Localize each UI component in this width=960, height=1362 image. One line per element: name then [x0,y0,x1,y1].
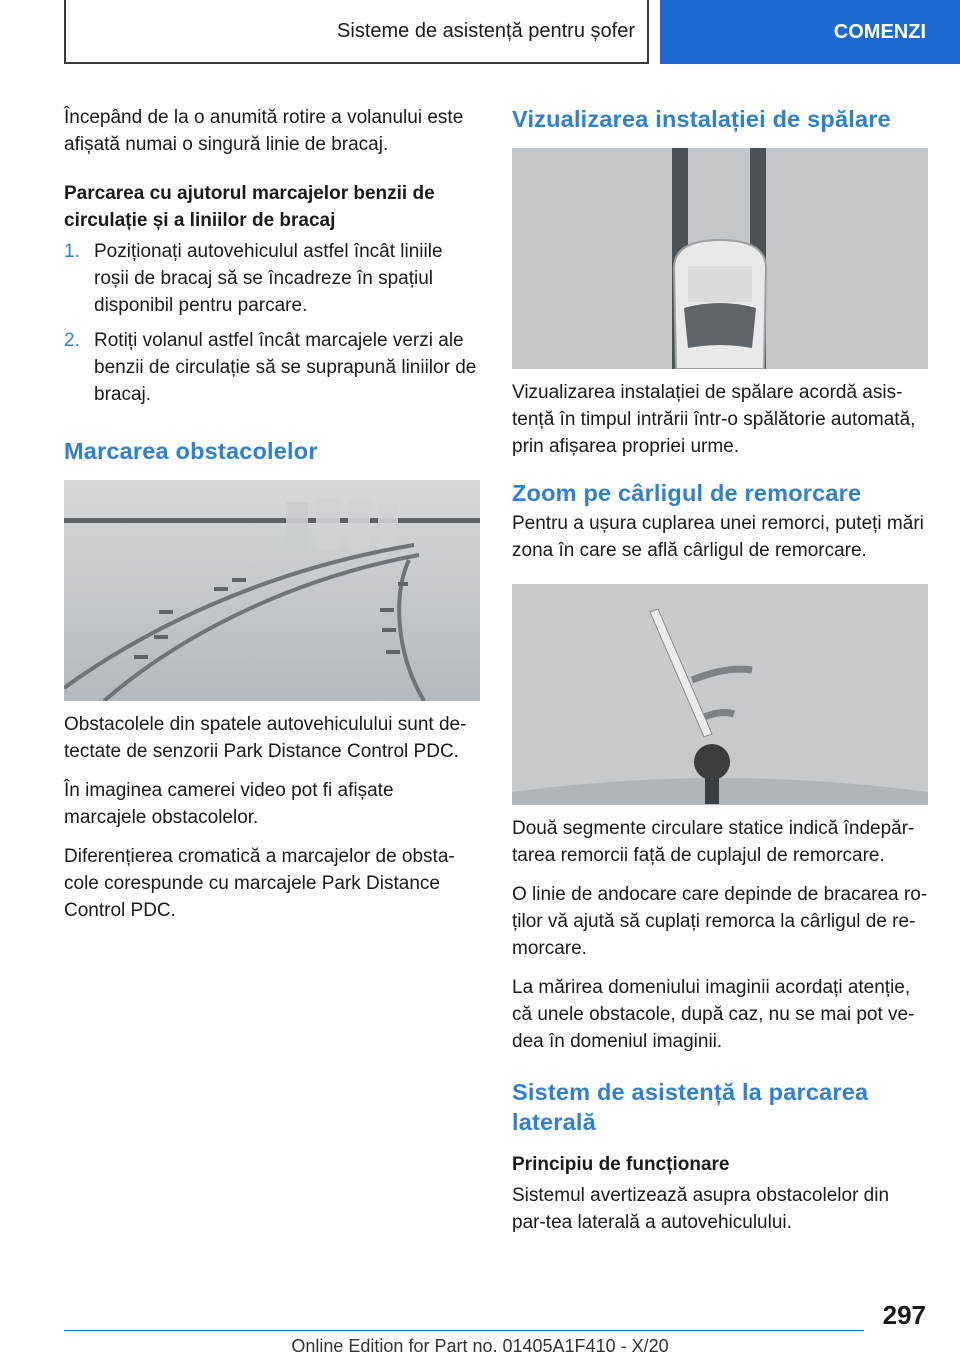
list-item [64,238,480,319]
paragraph-principle: Sistemul avertizează asupra obstacolelor din par-tea laterală a autovehiculului. [512,1185,890,1233]
heading-zoom: Zoom pe cârligul de remorcare [512,480,862,506]
heading-side-parking: Sistem de asistență la parcarea laterală [512,1079,869,1135]
steps-list [64,238,480,408]
step-number: 1. [64,241,80,262]
left-column [64,104,480,936]
paragraph-obstacles-displayed: În imaginea camerei video pot fi afișate marcajele obstacolelor. [64,780,394,828]
paragraph-color-coding: Diferențierea cromatică a marcajelor de obsta-cole corespunde cu marcajele Park Distance Control PDC. [64,846,455,921]
edition-footer: Online Edition for Part no. 01405A1F410 - X/20 [291,1336,669,1356]
heading-wash: Vizualizarea instalației de spălare [512,106,891,132]
paragraph-docking-line: O linie de andocare care depinde de bracarea ro-ților vă ajută să cuplați remorca la cârligul de re-morcare. [512,884,928,959]
intro-paragraph: Începând de la o anumită rotire a volanului este afișată numai o singură linie de bracaj. [64,107,464,155]
subheading-parking: Parcarea cu ajutorul marcajelor benzii de circulație și a liniilor de bracaj [64,183,435,231]
section-header [64,0,649,64]
footer-divider [64,1330,864,1331]
paragraph-wash: Vizualizarea instalației de spălare acordă asis-tență în timpul intrării într-o spălătorie automată, prin afișarea propriei urme. [512,382,916,457]
heading-obstacles: Marcarea obstacolelor [64,438,318,464]
right-column [512,104,928,1248]
paragraph-zoom-warning: La mărirea domeniului imaginii acordați atenție, că unele obstacole, după caz, nu se mai pot ve-dea în domeniul imaginii. [512,977,915,1052]
subheading-principle: Principiu de funcționare [512,1154,730,1175]
section-title: Sisteme de asistență pentru șofer [337,19,635,42]
obstacle-marking-image [64,480,480,701]
page-number: 297 [882,1300,926,1330]
chapter-tab-label: COMENZI [833,20,926,43]
chapter-tab[interactable] [660,0,960,64]
paragraph-zoom: Pentru a ușura cuplarea unei remorci, puteți mări zona în care se află cârligul de remorcare. [512,513,924,561]
car-wash-view-image [512,148,928,369]
paragraph-segments: Două segmente circulare statice indică îndepăr-tarea remorcii față de cuplajul de remorcare. [512,818,915,866]
paragraph-obstacles-detected: Obstacolele din spatele autovehiculului sunt de-tectate de senzorii Park Distance Control PDC. [64,714,467,762]
step-text: Poziționați autovehiculul astfel încât liniile roșii de bracaj să se încadreze în spațiul disponibil pentru parcare. [94,241,443,316]
step-number: 2. [64,330,80,351]
trailer-hitch-zoom-image [512,584,928,805]
step-text: Rotiți volanul astfel încât marcajele verzi ale benzii de circulație să se suprapună liniilor de bracaj. [94,330,477,405]
list-item [64,327,480,408]
